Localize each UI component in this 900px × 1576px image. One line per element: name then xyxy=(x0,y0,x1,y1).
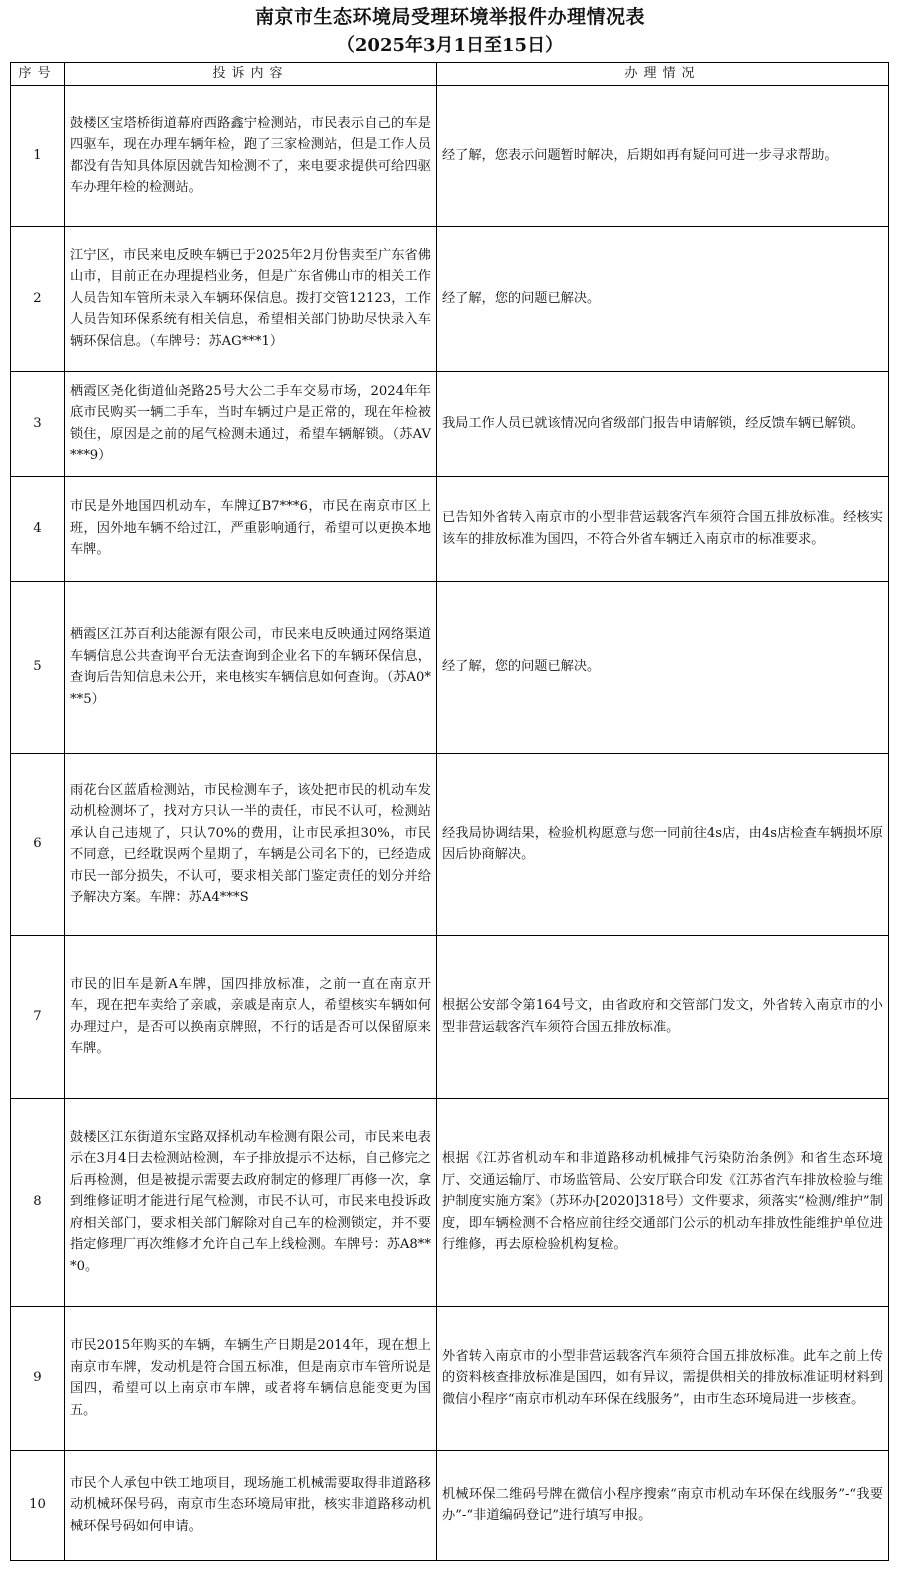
page-title: 南京市生态环境局受理环境举报件办理情况表 xyxy=(254,6,645,28)
handling-result: 根据《江苏省机动车和非道路移动机械排气污染防治条例》和省生态环境厅、交通运输厅、市场监管局、公安厅联合印发《江苏省汽车排放检验与维护制度实施方案》（苏环办[2020]318号）文件要求，须落实“检测/维护”制度，即车辆检测不合格应前往经交通部门公示的机动车排放性能维护单位进行维修，再去原检验机构复检。 xyxy=(437,1098,889,1306)
table-row xyxy=(11,85,889,226)
row-number: 9 xyxy=(11,1306,65,1450)
handling-result: 外省转入南京市的小型非营运载客汽车须符合国五排放标准。此车之前上传的资料核查排放标准是国四，如有异议，需提供相关的排放标准证明材料到微信小程序“南京市机动车环保在线服务”，由市生态环境局进一步核查。 xyxy=(437,1306,889,1450)
complaint-content: 市民2015年购买的车辆，车辆生产日期是2014年，现在想上南京市车牌，发动机是符合国五标准，但是南京市车管所说是国四，希望可以上南京市车牌，或者将车辆信息能变更为国五。 xyxy=(65,1306,437,1450)
table-row xyxy=(11,1098,889,1306)
row-number: 5 xyxy=(11,581,65,753)
handling-result: 经了解，您的问题已解决。 xyxy=(437,581,889,753)
complaint-content: 栖霞区江苏百利达能源有限公司，市民来电反映通过网络渠道车辆信息公共查询平台无法查询到企业名下的车辆环保信息，查询后告知信息未公开，来电核实车辆信息如何查询。（苏A0***5） xyxy=(65,581,437,753)
table-row xyxy=(11,226,889,371)
complaint-content: 江宁区，市民来电反映车辆已于2025年2月份售卖至广东省佛山市，目前正在办理提档业务，但是广东省佛山市的相关工作人员告知车管所未录入车辆环保信息。拨打交管12123，工作人员告知环保系统有相关信息，希望相关部门协助尽快录入车辆环保信息。（车牌号：苏AG***1） xyxy=(65,226,437,371)
table-row xyxy=(11,753,889,935)
handling-result: 经了解，您的问题已解决。 xyxy=(437,226,889,371)
table-row xyxy=(11,476,889,581)
handling-result: 经我局协调结果，检验机构愿意与您一同前往4s店，由4s店检查车辆损坏原因后协商解决。 xyxy=(437,753,889,935)
handling-result: 我局工作人员已就该情况向省级部门报告申请解锁，经反馈车辆已解锁。 xyxy=(437,371,889,476)
complaint-content: 市民的旧车是新A车牌，国四排放标准，之前一直在南京开车，现在把车卖给了亲戚，亲戚是南京人，希望核实车辆如何办理过户，是否可以换南京牌照，不行的话是否可以保留原来车牌。 xyxy=(65,935,437,1098)
row-number: 8 xyxy=(11,1098,65,1306)
table-row xyxy=(11,581,889,753)
row-number: 10 xyxy=(11,1450,65,1560)
complaint-content: 栖霞区尧化街道仙尧路25号大公二手车交易市场，2024年年底市民购买一辆二手车，当时车辆过户是正常的，现在年检被锁住，原因是之前的尾气检测未通过，希望车辆解锁。（苏AV***9） xyxy=(65,371,437,476)
report-table xyxy=(10,62,889,1561)
row-number: 7 xyxy=(11,935,65,1098)
table-row xyxy=(11,935,889,1098)
complaint-content: 鼓楼区宝塔桥街道幕府西路鑫宁检测站，市民表示自己的车是四驱车，现在办理车辆年检，跑了三家检测站，但是工作人员都没有告知具体原因就告知检测不了，来电要求提供可给四驱车办理年检的检测站。 xyxy=(65,85,437,226)
complaint-content: 雨花台区蓝盾检测站，市民检测车子，该处把市民的机动车发动机检测坏了，找对方只认一半的责任，市民不认可，检测站承认自己违规了，只认70%的费用，让市民承担30%，市民不同意，已经耽误两个星期了，车辆是公司名下的，已经造成市民一部分损失，不认可，要求相关部门鉴定责任的划分并给予解决方案。车牌：苏A4***S xyxy=(65,753,437,935)
complaint-content: 鼓楼区江东街道东宝路双择机动车检测有限公司，市民来电表示在3月4日去检测站检测，车子排放提示不达标，自己修完之后再检测，但是被提示需要去政府制定的修理厂再修一次，拿到维修证明才能进行尾气检测，市民不认可，市民来电投诉政府相关部门，要求相关部门解除对自己车的检测锁定，并不要指定修理厂再次维修才允许自己车上线检测。车牌号：苏A8***0。 xyxy=(65,1098,437,1306)
page-subtitle: （2025年3月1日至15日） xyxy=(336,35,564,56)
complaint-content: 市民个人承包中铁工地项目，现场施工机械需要取得非道路移动机械环保号码，南京市生态环境局审批，核实非道路移动机械环保号码如何申请。 xyxy=(65,1450,437,1560)
handling-result: 机械环保二维码号牌在微信小程序搜索“南京市机动车环保在线服务”-“我要办”-“非道编码登记”进行填写申报。 xyxy=(437,1450,889,1560)
row-number: 2 xyxy=(11,226,65,371)
complaint-content: 市民是外地国四机动车，车牌辽B7***6，市民在南京市区上班，因外地车辆不给过江，严重影响通行，希望可以更换本地车牌。 xyxy=(65,476,437,581)
row-number: 3 xyxy=(11,371,65,476)
table-row xyxy=(11,1450,889,1560)
row-number: 6 xyxy=(11,753,65,935)
header-content: 投诉内容 xyxy=(65,63,437,86)
header-row xyxy=(11,63,889,86)
handling-result: 根据公安部令第164号文，由省政府和交管部门发文，外省转入南京市的小型非营运载客汽车须符合国五排放标准。 xyxy=(437,935,889,1098)
table-row xyxy=(11,371,889,476)
row-number: 1 xyxy=(11,85,65,226)
row-number: 4 xyxy=(11,476,65,581)
header-result: 办理情况 xyxy=(437,63,889,86)
handling-result: 经了解，您表示问题暂时解决，后期如再有疑问可进一步寻求帮助。 xyxy=(437,85,889,226)
handling-result: 已告知外省转入南京市的小型非营运载客汽车须符合国五排放标准。经核实该车的排放标准为国四，不符合外省车辆迁入南京市的标准要求。 xyxy=(437,476,889,581)
header-no: 序号 xyxy=(11,63,65,86)
table-row xyxy=(11,1306,889,1450)
